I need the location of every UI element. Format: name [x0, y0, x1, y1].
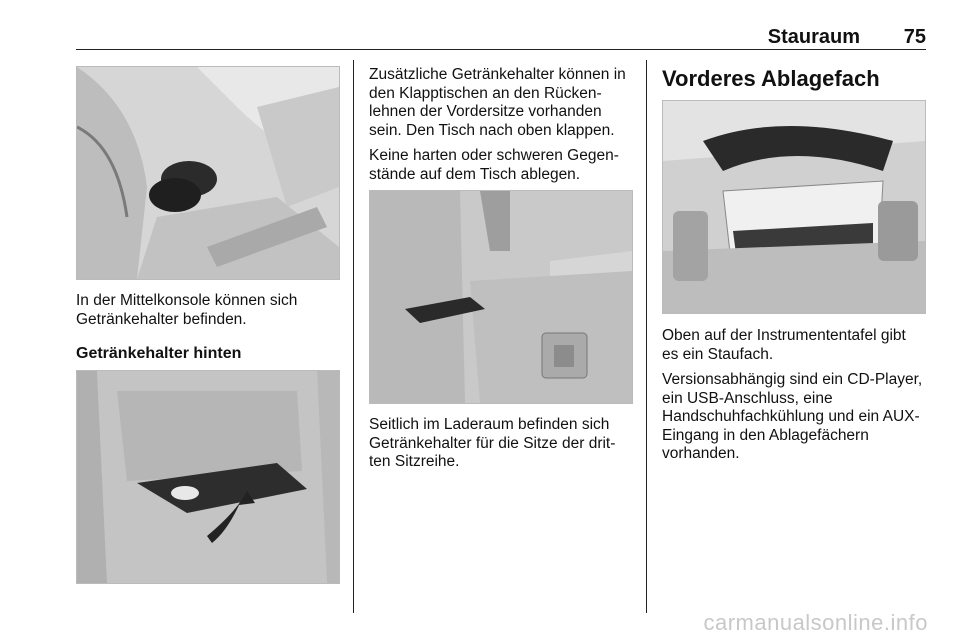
figure-fold-down-table: [76, 370, 340, 584]
header-rule: [76, 49, 926, 50]
page-header: [76, 26, 926, 48]
paragraph-version-features: Versionsabhängig sind ein CD-Player, ein USB-Anschluss, eine Handschuhfachkühlung und ein AUX-Eingang in den Ablagefächern vorhanden.: [662, 371, 923, 462]
heading-front-storage: Vorderes Ablagefach: [662, 66, 880, 91]
paragraph-table-warning: Keine harten oder schweren Gegen-stände auf dem Tisch ablegen.: [369, 147, 619, 183]
page-number: 75: [903, 26, 926, 48]
column-divider-1: [353, 60, 354, 613]
figure-dashboard-storage: [662, 100, 926, 314]
subheading-rear-cupholders: Getränkehalter hinten: [76, 345, 242, 362]
column-divider-2: [646, 60, 647, 613]
paragraph-fold-table-cupholders: Zusätzliche Getränkehalter können in den Klapptischen an den Rücken-lehnen der Vordersitze vorhanden sein. Den Tisch nach oben klappen.: [369, 66, 626, 139]
running-section-title: Stauraum: [767, 26, 860, 48]
figure-center-console-cupholders: [76, 66, 340, 280]
paragraph-console-cupholders: In der Mittelkonsole können sich Getränkehalter befinden.: [76, 292, 298, 328]
paragraph-cargo-cupholders: Seitlich im Laderaum befinden sich Getränkehalter für die Sitze der drit-ten Sitzreihe.: [369, 416, 616, 470]
watermark-text: carmanualsonline.info: [703, 610, 928, 635]
paragraph-dashboard-storage: Oben auf der Instrumententafel gibt es ein Staufach.: [662, 327, 906, 363]
figure-cargo-area-cupholder: [369, 190, 633, 404]
